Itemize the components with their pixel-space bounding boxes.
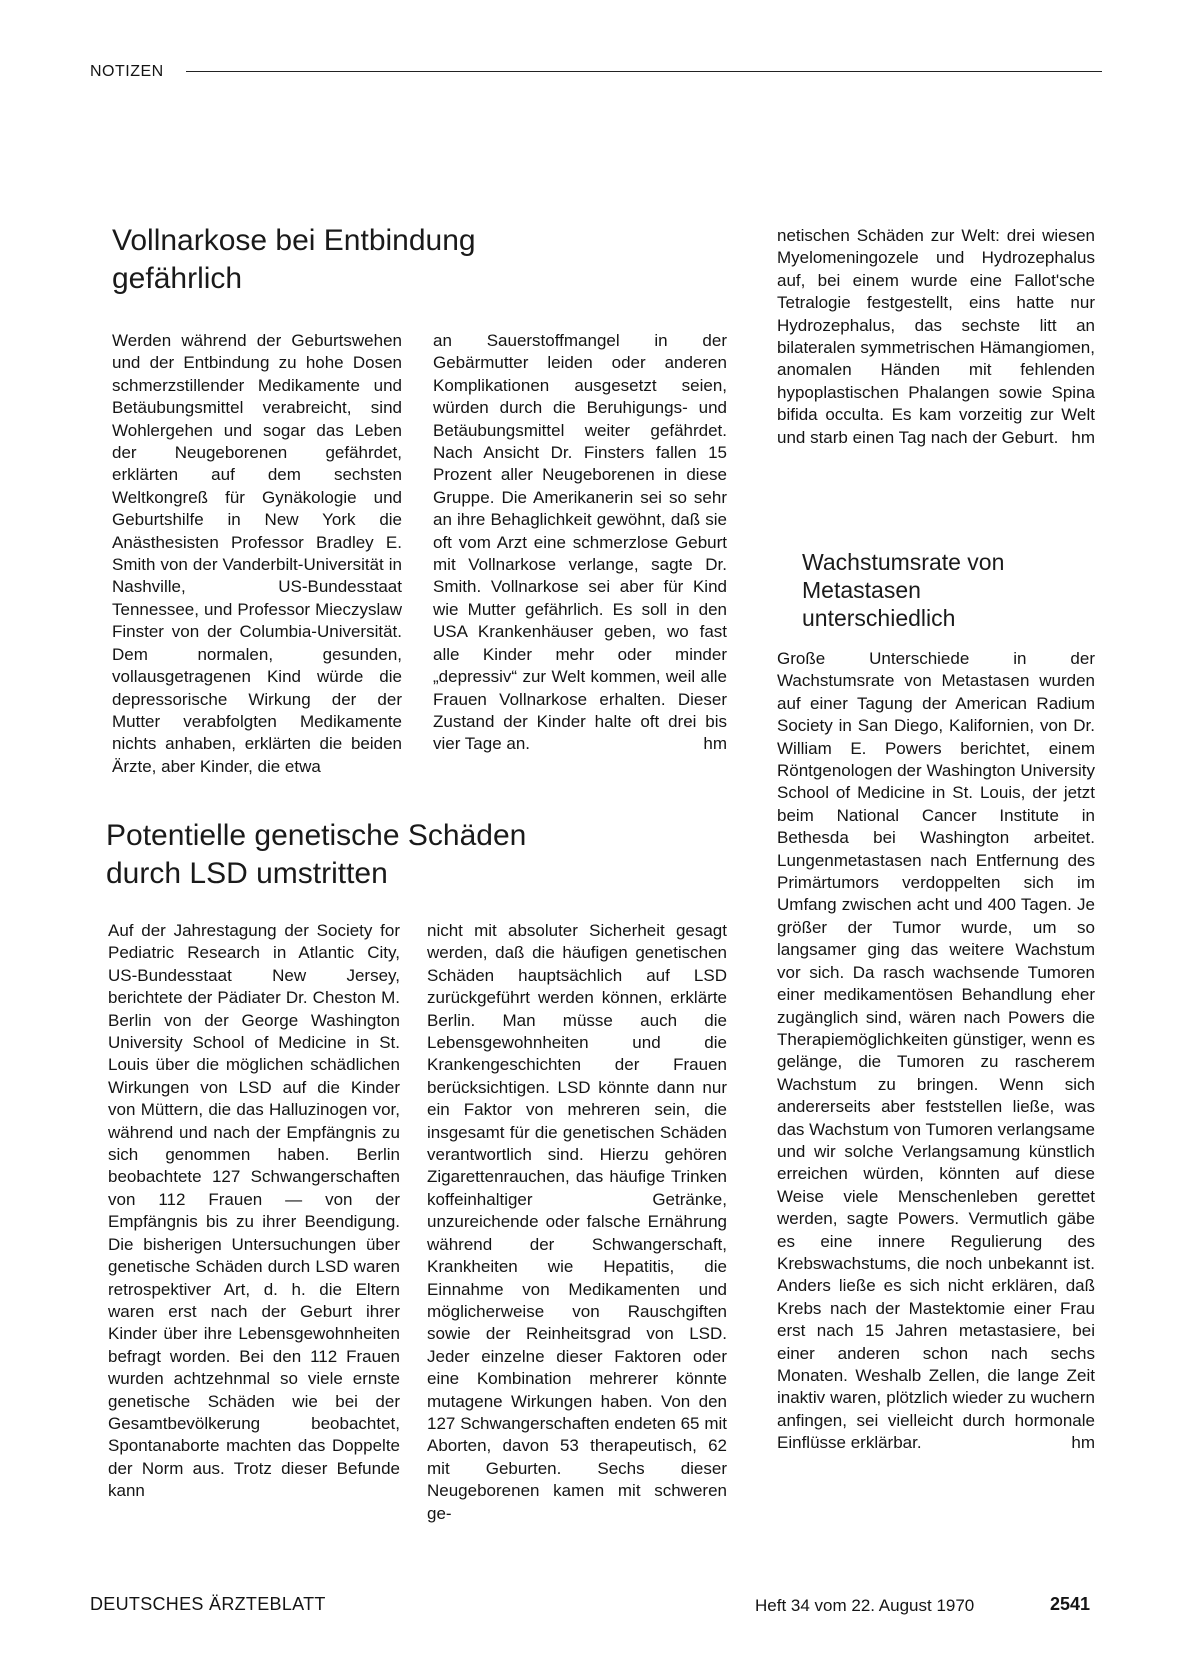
- article2-col2-text: nicht mit absoluter Sicherheit gesagt werden, daß die häufigen genetischen Schäden hauptsächlich auf LSD zurückgeführt werden können, erklärte Berlin. Man müsse auch die Lebensgewohnheiten und die Krankengeschichten der Frauen berücksichtigen. LSD könnte dann nur ein Faktor von mehreren sein, die insgesamt für die genetischen Schäden verantwortlich sind. Hierzu gehören Zigarettenrauchen, das häufige Trinken koffeinhaltiger Getränke, unzureichende oder falsche Ernährung während der Schwangerschaft, Krankheiten wie Hepatitis, die Einnahme von Medikamenten und möglicherweise von Rauschgiften sowie der Reinheitsgrad von LSD. Jeder einzelne dieser Faktoren oder eine Kombination mehrerer könnte mutagene Wirkungen haben. Von den 127 Schwangerschaften endeten 65 mit Aborten, davon 53 therapeutisch, 62 mit Geburten. Sechs dieser Neugeborenen kamen mit schweren ge-: [427, 921, 727, 1523]
- article2-signature: hm: [1071, 427, 1095, 447]
- article3-title: [802, 548, 1004, 632]
- article2-column-1: [108, 920, 400, 1503]
- article1-title: [112, 222, 476, 298]
- article3-title-line1: Wachstumsrate von: [802, 549, 1005, 575]
- article2-title: [106, 817, 526, 893]
- article1-column-1: [112, 330, 402, 778]
- article1-col1-text: Werden während der Geburtswehen und der Entbindung zu hohe Dosen schmerzstillender Medikamente und Betäubungsmittel verabreicht, sind Wohlergehen und sogar das Leben der Neugeborenen gefährdet, erklärten auf dem sechsten Weltkongreß für Gynäkologie und Geburtshilfe in New York die Anästhesisten Professor Bradley E. Smith von der Vanderbilt-Universität in Nashville, US-Bundesstaat Tennessee, und Professor Mieczyslaw Finster von der Columbia-Universität. Dem normalen, gesunden, vollausgetragenen Kind würde die depressorische Wirkung der der Mutter verabfolgten Medikamente nichts anhaben, erklärten die beiden Ärzte, aber Kinder, die etwa: [112, 331, 402, 776]
- journal-name: DEUTSCHES ÄRZTEBLATT: [90, 1594, 326, 1614]
- article2-title-line2: durch LSD umstritten: [106, 857, 388, 890]
- article3-column: [777, 648, 1095, 1455]
- article3-body-text: Große Unterschiede in der Wachstumsrate von Metastasen wurden auf einer Tagung der American Radium Society in San Diego, Kalifornien, von Dr. William E. Powers berichtet, einem Röntgenologen der Washington University School of Medicine in St. Louis, der jetzt beim National Cancer Institute in Bethesda bei Washington arbeitet. Lungenmetastasen nach Entfernung des Primärtumors verdoppelten sich im Umfang zwischen acht und 400 Tagen. Je größer der Tumor wurde, um so langsamer ging das weitere Wachstum vor sich. Da rasch wachsende Tumoren einer medikamentösen Behandlung eher zugänglich sind, wären nach Powers die Therapiemöglichkeiten günstiger, wenn es gelänge, die Tumoren zu rascherem Wachstum zu bringen. Wenn sich andererseits aber feststellen ließe, was das Wachstum von Tumoren verlangsame und wir solche Verlangsamung künstlich erreichen würden, könnten auf diese Weise viele Menschenleben gerettet werden, sagte Powers. Vermutlich gäbe es eine innere Regulierung des Krebswachstums, die noch unbekannt ist. Anders ließe es sich nicht erklären, daß Krebs nach der Mastektomie einer Frau erst nach 15 Jahren metastasiere, bei einer anderen schon nach sechs Monaten. Weshalb Zellen, die lange Zeit inaktiv waren, plötzlich wieder zu wuchern anfingen, sei vielleicht durch hormonale Einflüsse erklärbar.: [777, 649, 1095, 1453]
- article1-title-line1: Vollnarkose bei Entbindung: [112, 224, 476, 257]
- article3-title-line3: unterschiedlich: [802, 605, 956, 631]
- article1-column-2: [433, 330, 727, 756]
- article2-column-2: [427, 920, 727, 1525]
- article2-title-line1: Potentielle genetische Schäden: [106, 819, 527, 852]
- issue-date: Heft 34 vom 22. August 1970: [755, 1596, 975, 1615]
- header-rule: [186, 71, 1102, 72]
- page-number: 2541: [1050, 1594, 1091, 1614]
- article1-signature: hm: [703, 734, 727, 754]
- section-label: NOTIZEN: [90, 63, 164, 80]
- article1-title-line2: gefährlich: [112, 262, 243, 295]
- article2-col1-text: Auf der Jahrestagung der Society for Pediatric Research in Atlantic City, US-Bundesstaat New Jersey, berichtete der Pädiater Dr. Cheston M. Berlin von der George Washington University School of Medicine in St. Louis über die möglichen schädlichen Wirkungen von LSD auf die Kinder von Müttern, die das Halluzinogen vor, während und nach der Empfängnis zu sich genommen haben. Berlin beobachtete 127 Schwangerschaften von 112 Frauen — von der Empfängnis bis zu ihrer Beendigung. Die bisherigen Untersuchungen über genetische Schäden durch LSD waren retrospektiver Art, d. h. die Eltern waren erst nach der Geburt ihrer Kinder über ihre Lebensgewohnheiten befragt worden. Bei den 112 Frauen wurden achtzehnmal so viele ernste genetische Schäden wie bei der Gesamtbevölkerung beobachtet, Spontanaborte machten das Doppelte der Norm aus. Trotz dieser Befunde kann: [108, 921, 400, 1501]
- article3-signature: hm: [1071, 1433, 1095, 1453]
- article2-col3-text: netischen Schäden zur Welt: drei wiesen Myelomeningozele und Hydrozephalus auf, bei einem wurde eine Fallot'sche Tetralogie festgestellt, eins hatte nur Hydrozephalus, das sechste litt an bilateralen symmetrischen Hämangiomen, anomalen Händen mit fehlenden hypoplastischen Phalangen sowie Spina bifida occulta. Es kam vorzeitig zur Welt und starb einen Tag nach der Geburt.: [777, 226, 1095, 447]
- article2-column-3: [777, 225, 1095, 449]
- article3-title-line2: Metastasen: [802, 577, 921, 603]
- article1-col2-text: an Sauerstoffmangel in der Gebärmutter leiden oder anderen Komplikationen ausgesetzt seien, würden durch die Beruhigungs- und Betäubungsmittel weiter gefährdet. Nach Ansicht Dr. Finsters fallen 15 Prozent aller Neugeborenen in diese Gruppe. Die Amerikanerin sei so sehr an ihre Behaglichkeit gewöhnt, daß sie oft vom Arzt eine schmerzlose Geburt mit Vollnarkose verlange, sagte Dr. Smith. Vollnarkose sei aber für Kind wie Mutter gefährlich. Es soll in den USA Krankenhäuser geben, wo fast alle Kinder mehr oder minder „depressiv“ zur Welt kommen, weil alle Frauen Vollnarkose erhalten. Dieser Zustand der Kinder halte oft drei bis vier Tage an.: [433, 331, 727, 754]
